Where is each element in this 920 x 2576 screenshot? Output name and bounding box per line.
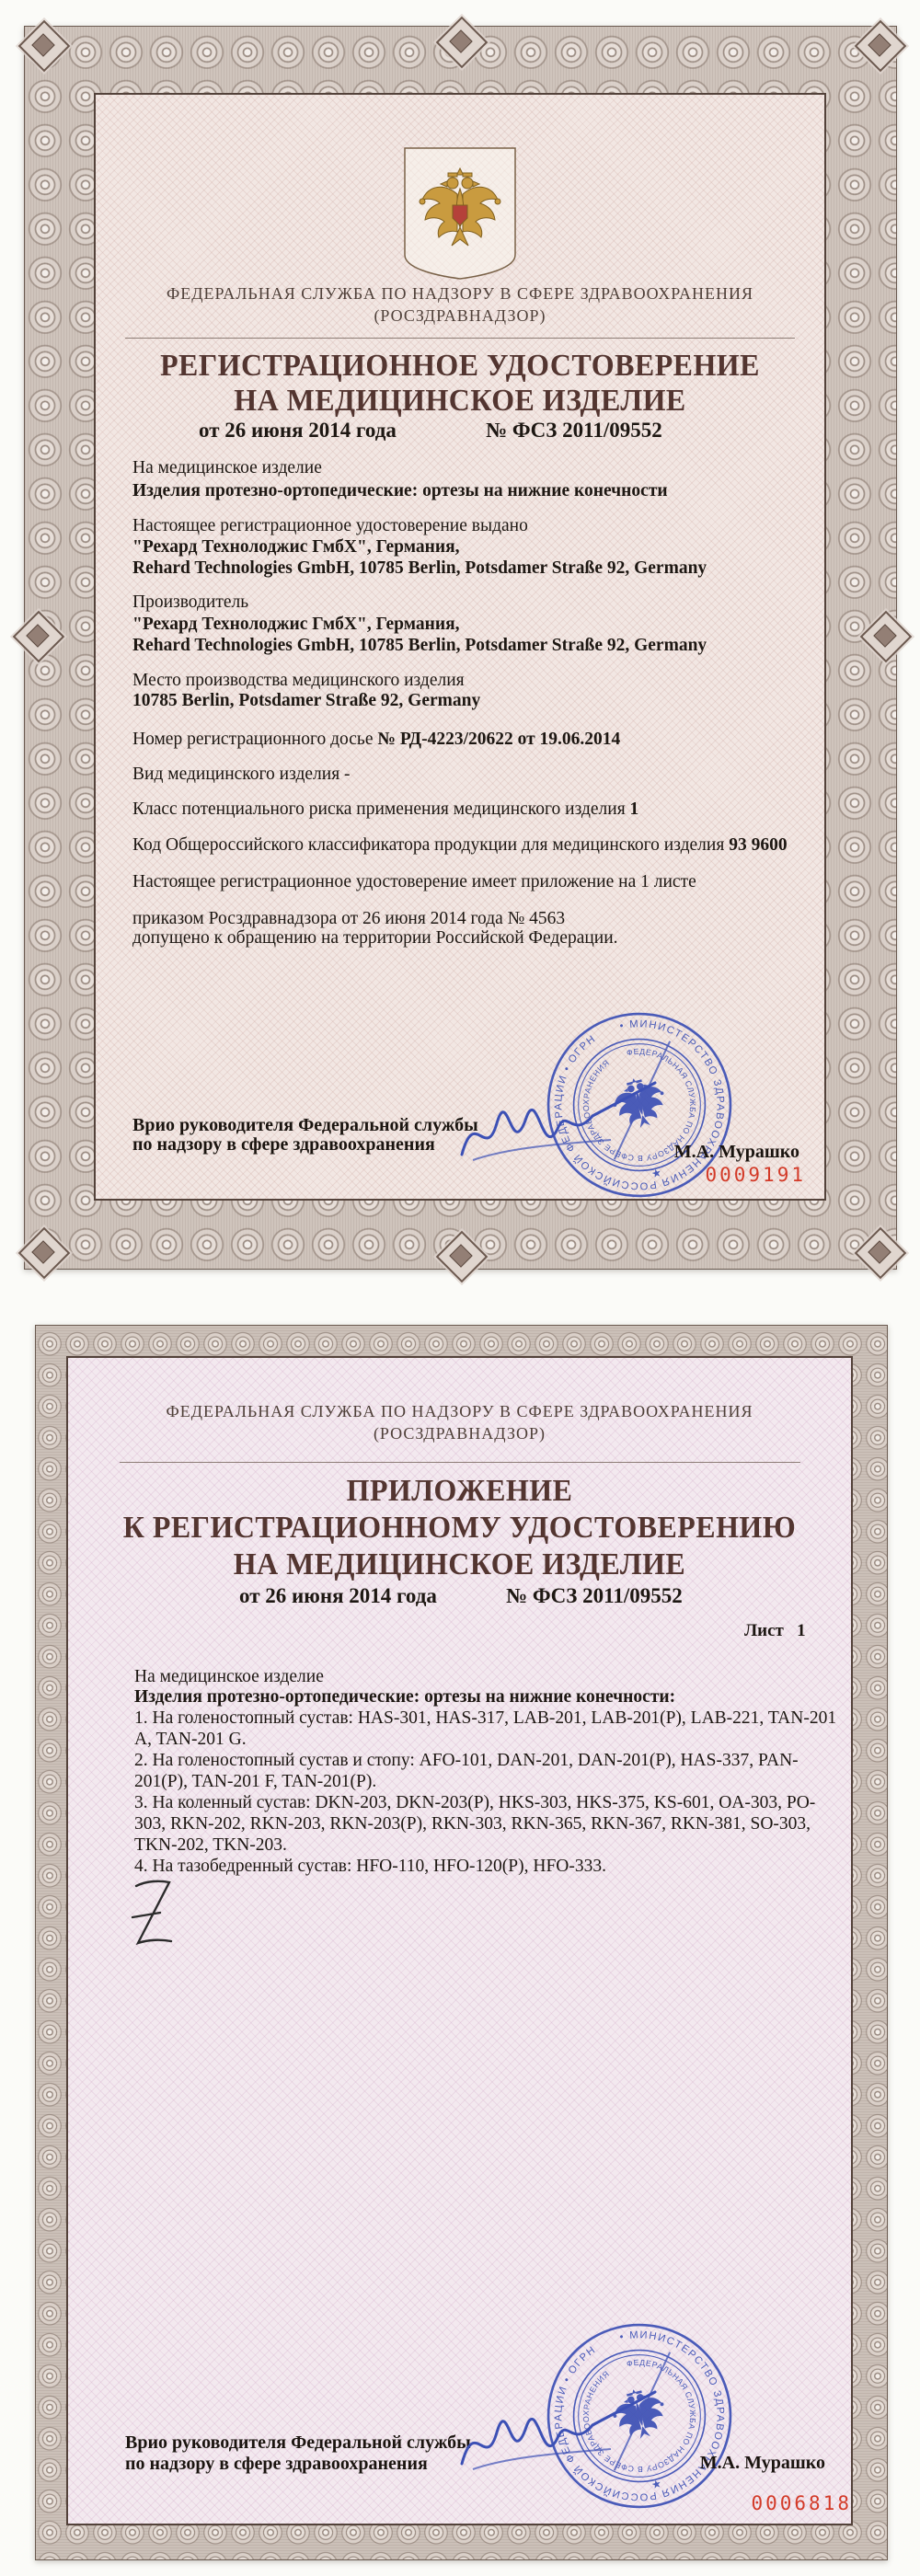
- annex-title-line3: НА МЕДИЦИНСКОЕ ИЗДЕЛИЕ: [233, 1547, 686, 1581]
- holder-name-ru: "Рехард Технолоджис ГмбХ", Германия,: [132, 537, 460, 557]
- field-label: Настоящее регистрационное удостоверение выдано: [132, 516, 528, 535]
- agency-name-line1: ФЕДЕРАЛЬНАЯ СЛУЖБА ПО НАДЗОРУ В СФЕРЕ ЗДРАВООХРАНЕНИЯ: [167, 284, 753, 303]
- field-label: На медицинское изделие: [134, 1667, 324, 1686]
- model-list-item: 2. На голеностопный сустав и стопу: AFO-101, DAN-201, DAN-201(P), HAS-337, PAN-201(P), TAN-201 F, TAN-201(P).: [134, 1751, 799, 1791]
- form-serial-number: 0009191: [705, 1164, 806, 1186]
- risk-class-line: [132, 799, 638, 820]
- russia-coat-of-arms-icon: [403, 146, 517, 281]
- device-name: Изделия протезно-ортопедические: ортезы на нижние конечности: [132, 481, 668, 500]
- border-corner-ornament: [856, 1228, 902, 1274]
- field-label: Код Общероссийского классификатора продукции для медицинского изделия: [132, 835, 730, 855]
- border-side-ornament: [861, 612, 907, 658]
- device-model-list: [134, 1708, 845, 1877]
- border-corner-ornament: [856, 21, 902, 67]
- field-label: Производитель: [132, 592, 249, 612]
- signatory-name: М.А. Мурашко: [699, 2453, 825, 2473]
- signature-scribble-icon: [454, 2361, 675, 2490]
- risk-class-value: 1: [629, 799, 639, 819]
- model-list-item: 4. На тазобедренный сустав: HFO-110, HFO-120(P), HFO-333.: [134, 1857, 606, 1876]
- okp-code-value: 93 9600: [729, 835, 788, 855]
- agency-name-line2: (РОСЗДРАВНАДЗОР): [373, 1424, 546, 1443]
- signatory-name: М.А. Мурашко: [673, 1142, 799, 1162]
- okp-code-line: [132, 834, 788, 856]
- device-name: Изделия протезно-ортопедические: ортезы на нижние конечности:: [134, 1687, 676, 1707]
- field-label: Номер регистрационного досье: [132, 730, 378, 749]
- field-label: Место производства медицинского изделия: [132, 671, 465, 690]
- certificate-2-inner-page: [66, 1356, 853, 2525]
- manufacturer-name-ru: "Рехард Технолоджис ГмбХ", Германия,: [132, 615, 460, 634]
- document-title-line1: РЕГИСТРАЦИОННОЕ УДОСТОВЕРЕНИЕ: [160, 349, 760, 383]
- certificate-page-2: [35, 1325, 888, 2560]
- holder-name-en: Rehard Technologies GmbH, 10785 Berlin, Potsdamer Straße 92, Germany: [132, 558, 707, 578]
- issue-date: от 26 июня 2014 года: [239, 1584, 437, 1607]
- dossier-number-line: [132, 729, 620, 750]
- border-corner-ornament: [19, 1228, 65, 1274]
- signatory-position-line2: по надзору в сфере здравоохранения: [125, 2454, 428, 2474]
- registration-number: № ФСЗ 2011/09552: [486, 419, 662, 442]
- registration-number: № ФСЗ 2011/09552: [506, 1584, 683, 1607]
- certificate-page-1: [24, 26, 897, 1270]
- annex-title-line1: ПРИЛОЖЕНИЕ: [346, 1474, 573, 1508]
- document-title-line2: НА МЕДИЦИНСКОЕ ИЗДЕЛИЕ: [234, 384, 686, 418]
- field-label: Класс потенциального риска применения медицинского изделия: [132, 799, 630, 819]
- order-line1: приказом Росздравнадзора от 26 июня 2014 года № 4563: [132, 909, 566, 928]
- production-place: 10785 Berlin, Potsdamer Straße 92, Germany: [132, 691, 481, 710]
- handwritten-mark-icon: [127, 1875, 182, 1967]
- signatory-position-line1: Врио руководителя Федеральной службы: [125, 2432, 471, 2453]
- border-center-ornament: [437, 1232, 483, 1278]
- dossier-number: № РД-4223/20622 от 19.06.2014: [377, 730, 621, 749]
- agency-name-line2: (РОСЗДРАВНАДЗОР): [374, 306, 546, 325]
- border-side-ornament: [14, 612, 60, 658]
- certificate-1-inner-page: [94, 93, 826, 1201]
- field-label: На медицинское изделие: [132, 458, 322, 477]
- device-kind: Вид медицинского изделия -: [132, 765, 351, 784]
- issue-date: от 26 июня 2014 года: [199, 419, 397, 442]
- agency-name-line1: ФЕДЕРАЛЬНАЯ СЛУЖБА ПО НАДЗОРУ В СФЕРЕ ЗДРАВООХРАНЕНИЯ: [166, 1402, 753, 1420]
- model-list-item: 1. На голеностопный сустав: HAS-301, HAS-317, LAB-201, LAB-201(P), LAB-221, TAN-201 A, TAN-201 G.: [134, 1708, 837, 1749]
- signatory-position-line2: по надзору в сфере здравоохранения: [132, 1134, 435, 1155]
- border-corner-ornament: [19, 21, 65, 67]
- signature-scribble-icon: [454, 1052, 675, 1180]
- header-divider: [120, 1462, 800, 1463]
- border-center-ornament: [437, 17, 483, 63]
- annex-title-line2: К РЕГИСТРАЦИОННОМУ УДОСТОВЕРЕНИЮ: [122, 1511, 797, 1545]
- order-line2: допущено к обращению на территории Российской Федерации.: [132, 928, 618, 948]
- header-divider: [125, 338, 795, 339]
- model-list-item: 3. На коленный сустав: DKN-203, DKN-203(P), HKS-303, HKS-375, KS-601, OA-303, PO-303, RKN-202, RKN-203, RKN-203(P), RKN-303, RKN-365, RKN-367, RKN-381, SO-303, TKN-202, TKN-203.: [134, 1793, 816, 1855]
- manufacturer-name-en: Rehard Technologies GmbH, 10785 Berlin, Potsdamer Straße 92, Germany: [132, 636, 707, 655]
- signatory-position-line1: Врио руководителя Федеральной службы: [132, 1115, 478, 1135]
- annex-note: Настоящее регистрационное удостоверение имеет приложение на 1 листе: [132, 872, 696, 891]
- form-serial-number: 0006818: [751, 2492, 852, 2514]
- sheet-number-label: Лист 1: [744, 1621, 806, 1640]
